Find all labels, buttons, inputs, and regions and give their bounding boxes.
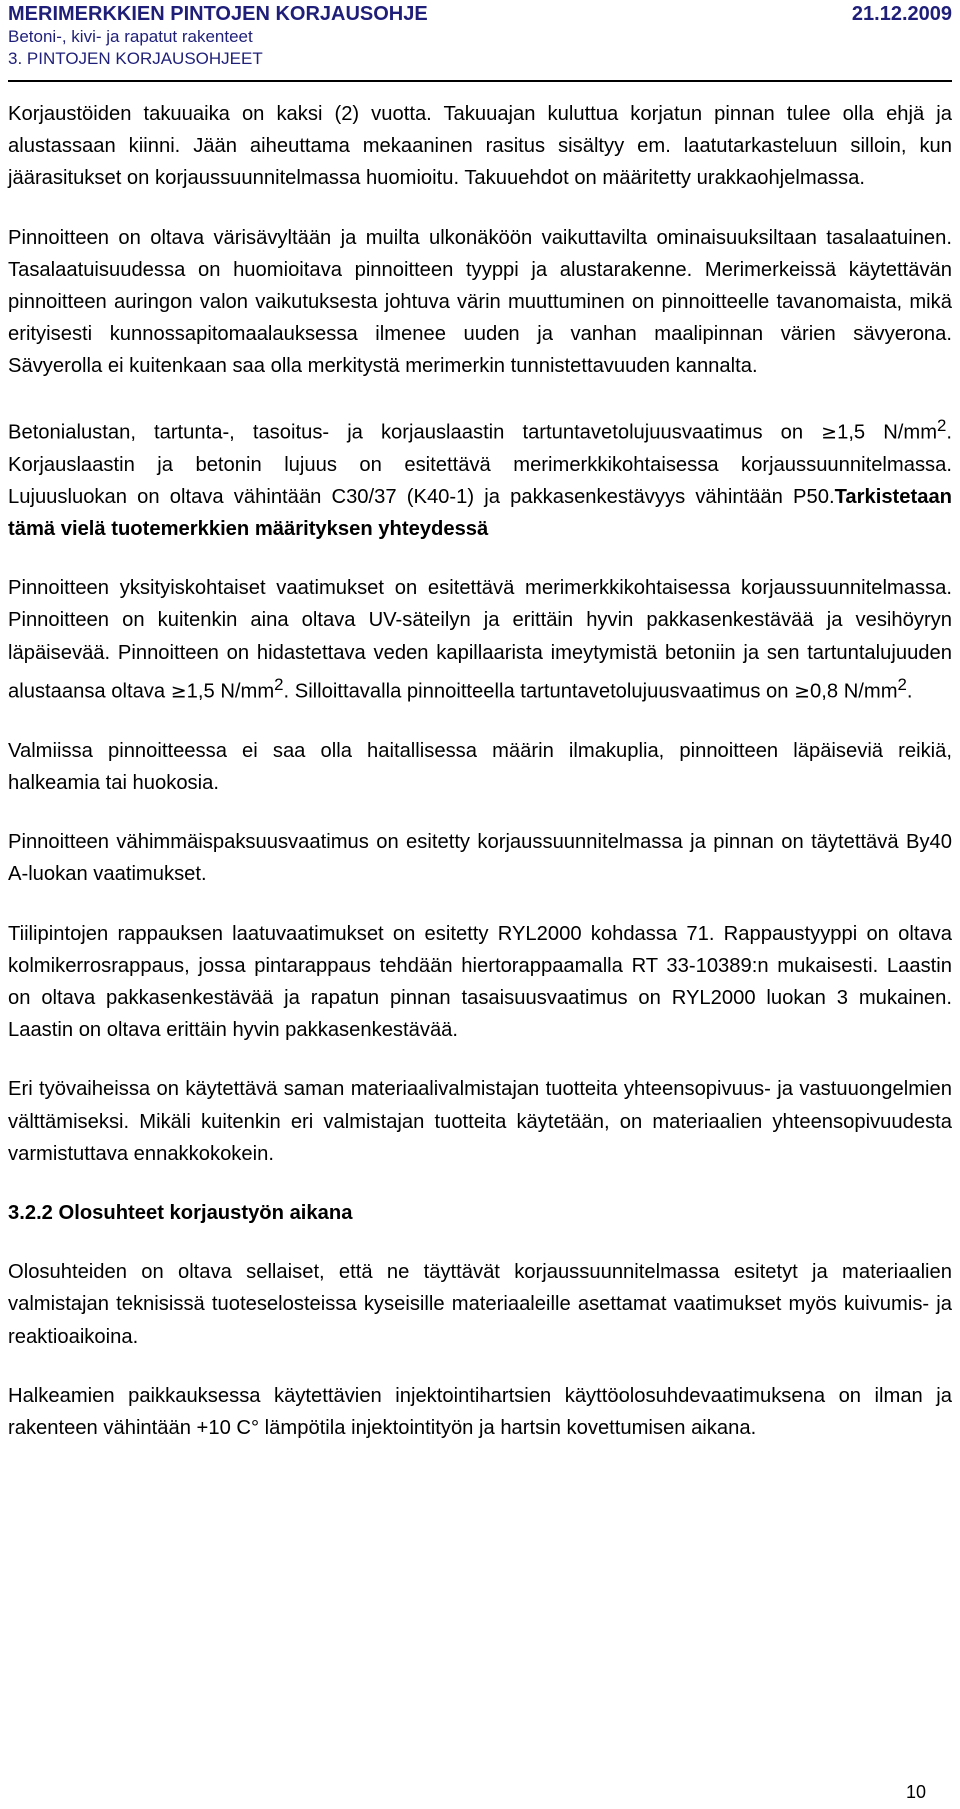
paragraph-compatibility: Eri työvaiheissa on käytettävä saman materiaalivalmistajan tuotteita yhteensopivuus- ja vastuuongelmien välttämiseksi. Mikäli kuitenkin eri valmistajan tuotteita käytetään, on materiaalien yhteensopivuudesta varmistuttava ennakkokokein. <box>8 1078 952 1165</box>
paragraph-min-thickness: Pinnoitteen vähimmäispaksuusvaatimus on esitetty korjaussuunnitelmassa ja pinnan on täytettävä By40 A-luokan vaatimukset. <box>8 831 952 886</box>
document-body <box>8 98 952 1471</box>
text-span: lämpötila injektointityön ja hartsin kovettumisen aikana. <box>259 1416 757 1439</box>
paragraph-substrate-strength <box>8 410 952 546</box>
document-subtitle: Betoni-, kivi- ja rapatut rakenteet <box>8 27 253 46</box>
superscript: 2 <box>897 674 907 694</box>
paragraph-conditions: Olosuhteiden on oltava sellaiset, että ne täyttävät korjaussuunnitelmassa esitetyt ja materiaalien valmistajan teknisissä tuoteselosteissa kyseisille materiaaleille asettamat vaatimukset myös kuivumis- ja reaktioaikoina. <box>8 1261 952 1348</box>
page-header <box>8 2 952 70</box>
superscript: 2 <box>274 674 284 694</box>
text-span: . <box>906 680 913 703</box>
paragraph-color-uniformity: Pinnoitteen on oltava värisävyltään ja muilta ulkonäköön vaikuttavilta ominaisuuksiltaan tasalaatuinen. Tasalaatuisuudessa on huomioitava pinnoitteen tyyppi ja alustarakenne. Merimerkeissä käytettävän pinnoitteen auringon valon vaikutuksesta johtuva värin muuttuminen on pinnoitteelle tavanomaista, mikä erityisesti kunnossapitomaalauksessa ilmenee uuden ja vanhan maalipinnan värien sävyerona. Sävyerolla ei kuitenkaan saa olla merkitystä merimerkin tunnistettavuuden kannalta. <box>8 226 952 378</box>
geq-symbol: ≥ <box>821 421 838 444</box>
text-span: 1,5 N/mm <box>186 680 275 703</box>
degree-symbol: ° <box>251 1416 260 1439</box>
paragraph-warranty: Korjaustöiden takuuaika on kaksi (2) vuotta. Takuuajan kuluttua korjatun pinnan tulee olla ehjä ja alustassaan kiinni. Jään aiheuttama mekaaninen rasitus sisältyy em. laatutarkasteluun silloin, kun jäärasitukset on korjaussuunnitelmassa huomioitu. Takuuehdot on määritetty urakkaohjelmassa. <box>8 103 952 190</box>
section-title: 3. PINTOJEN KORJAUSOHJEET <box>8 49 263 68</box>
text-span: 1,5 N/mm <box>837 421 938 444</box>
bold-note: Tarkistetaan tämä vielä tuotemerkkien määrityksen yhteydessä <box>8 485 952 540</box>
header-divider <box>8 80 952 82</box>
geq-symbol: ≥ <box>794 680 811 703</box>
text-span: 0,8 N/mm <box>810 680 898 703</box>
text-span: . Silloittavalla pinnoitteella tartuntavetolujuusvaatimus on <box>283 680 795 703</box>
document-date: 21.12.2009 <box>851 3 952 25</box>
document-title: MERIMERKKIEN PINTOJEN KORJAUSOHJE <box>8 3 428 25</box>
header-title-row <box>8 2 952 26</box>
paragraph-coating-defects: Valmiissa pinnoitteessa ei saa olla haitallisessa määrin ilmakuplia, pinnoitteen läpäiseviä reikiä, halkeamia tai huokosia. <box>8 739 952 794</box>
text-span: Betonialustan, tartunta-, tasoitus- ja korjauslaastin tartuntavetolujuusvaatimus on <box>8 421 822 444</box>
page-number: 10 <box>905 1782 926 1802</box>
geq-symbol: ≥ <box>170 680 187 703</box>
section-heading: 3.2.2 Olosuhteet korjaustyön aikana <box>8 1201 353 1224</box>
paragraph-brick-plaster: Tiilipintojen rappauksen laatuvaatimukset on esitetty RYL2000 kohdassa 71. Rappaustyyppi on oltava kolmikerrosrappaus, jossa pintarappaus tehdään hiertorappaamalla RT 33-10389:n mukaisesti. Laastin on oltava pakkasenkestävää ja rapatun pinnan tasaisuusvaatimus on RYL2000 luokan 3 mukainen. Laastin on oltava erittäin hyvin pakkasenkestävää. <box>8 922 952 1042</box>
paragraph-coating-requirements <box>8 572 952 708</box>
text-span: Halkeamien paikkauksessa käytettävien injektointihartsien käyttöolosuhdevaatimuksena on ilman ja rakenteen vähintään +10 C <box>8 1384 952 1439</box>
text-span: . Korjauslaastin ja betonin lujuus on esitettävä merimerkkikohtaisessa korjaussuunnitelmassa. Lujuusluokan on oltava vähintään C30/37 (K40-1) ja pakkasenkestävyys vähintään P50. <box>8 421 953 508</box>
paragraph-injection-temperature <box>8 1380 952 1444</box>
superscript: 2 <box>937 415 947 435</box>
text-span: Pinnoitteen yksityiskohtaiset vaatimukset on esitettävä merimerkkikohtaisessa korjaussuunnitelmassa. Pinnoitteen on kuitenkin aina oltava UV-säteilyn ja erittäin hyvin pakkasenkestävää ja vesihöyryn läpäisevää. Pinnoitteen on hidastettava veden kapillaarista imeytymistä betoniin ja sen tartuntalujuuden alustaansa oltava <box>8 577 952 703</box>
